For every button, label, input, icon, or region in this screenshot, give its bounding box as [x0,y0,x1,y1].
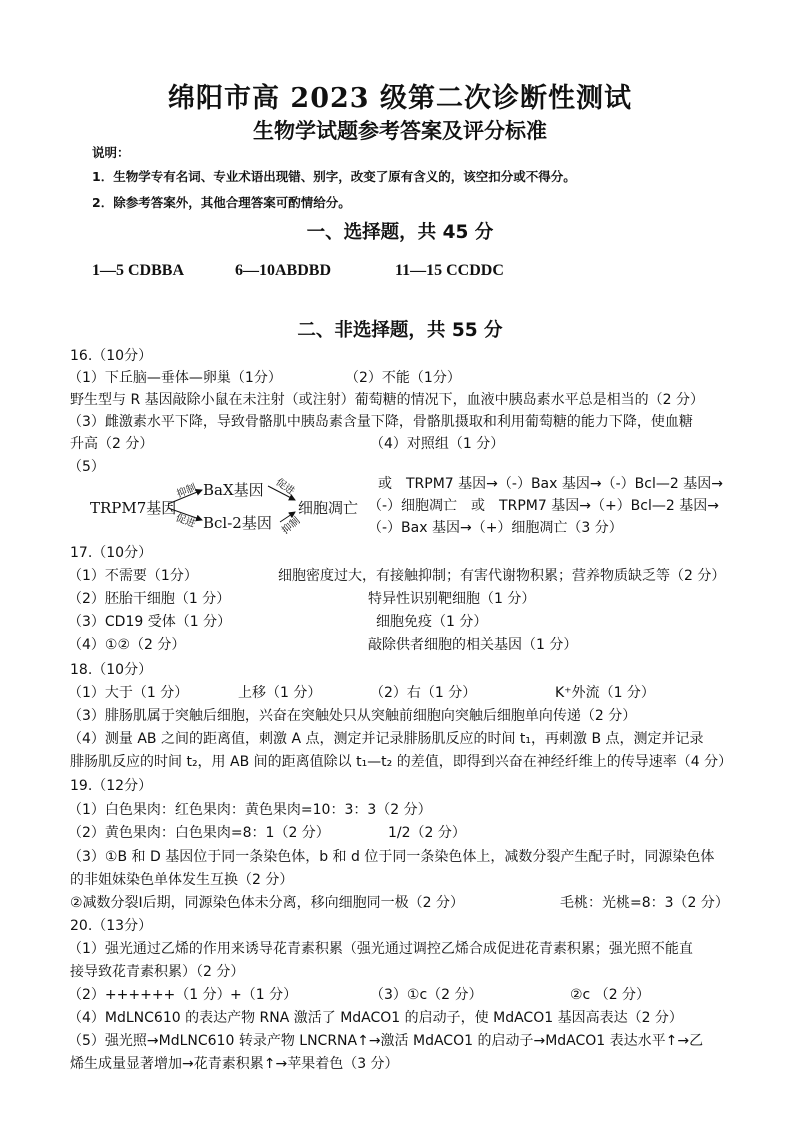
q16-line-3: （3）雌激素水平下降，导致骨骼肌中胰岛素含量下降，骨骼肌摄取和利用葡萄糖的能力下降，使血糖 [68,414,693,430]
q20-row-1: （1）强光通过乙烯的作用来诱导花青素积累（强光通过调控乙烯合成促进花青素积累；强光照不能直 [68,941,693,957]
q17-row-4a: （4）①②（2 分） [68,637,186,653]
label-promote-bottom: 促进 [174,512,197,530]
section-1-title: 一、选择题，共 45 分 [306,222,494,243]
q18-row-4: 腓肠肌反应的时间 t₂，用 AB 间的距离值除以 t₁—t₂ 的差值，即得到兴奋在神经纤维上的传导速率（4 分） [70,754,733,770]
label-inhibit-bottom: 抑制 [280,515,303,537]
q17-row-2b: 特异性识别靶细胞（1 分） [368,591,536,607]
q18-row-1c: （2）右（1 分） [370,685,477,701]
q19-row-2b: 1/2（2 分） [388,825,466,841]
q16-heading: 16.（10分） [70,348,153,364]
mc-answers-3: 11—15 CCDDC [395,262,504,279]
page-title: 绵阳市高 2023 级第二次诊断性测试 [168,83,632,114]
q16-alt-1: 或 TRPM7 基因→（-）Bax 基因→（-）Bcl—2 基因→ [378,476,723,492]
q16-line-4b: （4）对照组（1 分） [370,436,505,452]
q18-row-2: （3）腓肠肌属于突触后细胞，兴奋在突触处只从突触前细胞向突触后细胞单向传递（2 分） [68,708,637,724]
q20-row-6: 烯生成量显著增加→花青素积累↑→苹果着色（3 分） [70,1056,399,1072]
note-1: 1．生物学专有名词、专业术语出现错、别字，改变了原有含义的，该空扣分或不得分。 [92,169,576,184]
q19-row-5a: ②减数分裂Ⅰ后期，同源染色体未分离，移向细胞同一极（2 分） [70,895,465,911]
q16-regulation-diagram [90,470,360,542]
q19-row-2a: （2）黄色果肉：白色果肉=8：1（2 分） [68,825,330,841]
q19-heading: 19.（12分） [70,778,153,794]
q16-line-1a: （1）下丘脑—垂体—卵巢（1分） [68,370,282,386]
diagram-bcl2-gene: Bcl-2基因 [203,514,272,532]
q16-alt-3: （-）Bax 基因→（+）细胞凋亡（3 分） [368,520,623,536]
q17-row-1a: （1）不需要（1分） [68,568,198,584]
q20-row-3c: （3）①c（2 分） [370,987,483,1003]
q16-line-4a: 升高（2 分） [70,436,154,452]
label-inhibit-top: 抑制 [175,482,199,501]
diagram-apoptosis: 细胞凋亡 [298,499,359,517]
q20-heading: 20.（13分） [70,918,153,934]
mc-answers-2: 6—10ABDBD [235,262,332,279]
q17-row-3b: 细胞免疫（1 分） [376,614,488,630]
q17-row-2a: （2）胚胎干细胞（1 分） [68,591,231,607]
section-2-title: 二、非选择题，共 55 分 [297,320,503,341]
q18-heading: 18.（10分） [70,662,153,678]
label-promote-top: 促进 [273,476,297,498]
page-subtitle: 生物学试题参考答案及评分标准 [253,118,547,143]
diagram-source-gene: TRPM7基因 [90,499,177,517]
q17-heading: 17.（10分） [70,545,153,561]
q18-row-1a: （1）大于（1 分） [68,685,189,701]
q20-row-5: （5）强光照→MdLNC610 转录产物 LNCRNA↑→激活 MdACO1 的启动子→MdACO1 表达水平↑→乙 [68,1033,704,1049]
q17-row-3a: （3）CD19 受体（1 分） [68,614,232,630]
q19-row-5b: 毛桃：光桃=8：3（2 分） [560,895,729,911]
q20-row-4: （4）MdLNC610 的表达产物 RNA 激活了 MdACO1 的启动子，使 MdACO1 基因高表达（2 分） [68,1010,683,1026]
notes-label: 说明： [92,145,130,160]
q19-row-4: 的非姐妹染色单体发生互换（2 分） [70,872,294,888]
q16-line-5: （5） [68,459,105,475]
q20-row-2: 接导致花青素积累）（2 分） [70,964,245,980]
q17-row-4b: 敲除供者细胞的相关基因（1 分） [368,637,578,653]
q16-alt-2: （-）细胞凋亡 或 TRPM7 基因→（+）Bcl—2 基因→ [368,498,719,514]
q20-row-3a: （2）++++++（1 分） [68,987,231,1003]
q19-row-1: （1）白色果肉：红色果肉：黄色果肉=10：3：3（2 分） [68,802,432,818]
q18-row-1b: 上移（1 分） [238,685,322,701]
q20-row-3d: ②c （2 分） [570,987,651,1003]
q18-row-1d: K⁺外流（1 分） [555,685,655,701]
q16-line-2: 野生型与 R 基因敲除小鼠在未注射（或注射）葡萄糖的情况下，血液中胰岛素水平总是相当的（2 分） [70,392,704,408]
diagram-bax-gene: BaX基因 [203,481,264,499]
q18-row-3: （4）测量 AB 之间的距离值，刺激 A 点，测定并记录腓肠肌反应的时间 t₁，再刺激 B 点，测定并记录 [68,731,704,747]
mc-answers-1: 1—5 CDBBA [92,262,185,279]
q17-row-1b: 细胞密度过大，有接触抑制；有害代谢物积累；营养物质缺乏等（2 分） [278,568,726,584]
note-2: 2．除参考答案外，其他合理答案可酌情给分。 [92,195,351,210]
q19-row-3: （3）①B 和 D 基因位于同一条染色体，b 和 d 位于同一条染色体上，减数分裂产生配子时，同源染色体 [68,849,715,865]
q20-row-3b: +（1 分） [230,987,298,1003]
q16-line-1b: （2）不能（1分） [345,370,461,386]
